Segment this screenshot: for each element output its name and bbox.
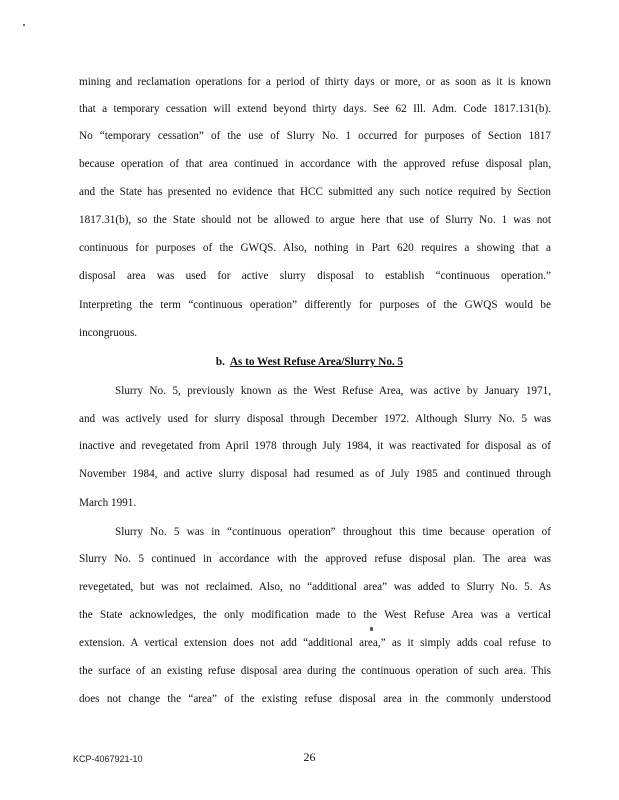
body-line: Slurry No. 5 was in “continuous operation” throughout this time because operation of [115,526,551,538]
body-line: extension. A vertical extension does not add “additional area,” as it simply adds coal refuse to [79,637,551,649]
body-line: Slurry No. 5 continued in accordance with the approved refuse disposal plan. The area was [79,553,551,565]
body-line: and was actively used for slurry disposal through December 1972. Although Slurry No. 5 was [79,413,551,425]
body-line: inactive and revegetated from April 1978 through July 1984, it was reactivated for disposal as of [79,440,551,452]
body-line: the State acknowledges, the only modification made to the West Refuse Area was a vertical [79,609,551,621]
scan-speck [370,627,373,631]
body-line: and the State has presented no evidence that HCC submitted any such notice required by Section [79,186,551,198]
heading-prefix: b. [215,356,225,368]
body-line: that a temporary cessation will extend beyond thirty days. See 62 Ill. Adm. Code 1817.131(b). [79,103,551,115]
body-line: does not change the “area” of the existing refuse disposal area in the commonly understood [79,693,551,705]
scan-speck [23,24,25,26]
body-line: March 1991. [79,497,137,509]
body-line: Interpreting the term “continuous operation” differently for purposes of the GWQS would be [79,299,551,311]
body-line: disposal area was used for active slurry disposal to establish “continuous operation.” [79,270,551,282]
document-id: KCP-4067921-10 [73,754,143,764]
body-line: incongruous. [79,327,138,339]
body-line: November 1984, and active slurry disposal had resumed as of July 1985 and continued through [79,468,551,480]
heading-title: As to West Refuse Area/Slurry No. 5 [229,356,404,368]
body-line: because operation of that area continued in accordance with the approved refuse disposal plan, [79,158,551,170]
body-line: revegetated, but was not reclaimed. Also, no “additional area” was added to Slurry No. 5. As [79,581,551,593]
body-line: the surface of an existing refuse disposal area during the continuous operation of such area. This [79,665,551,677]
body-line: Slurry No. 5, previously known as the West Refuse Area, was active by January 1971, [115,385,551,397]
section-heading [0,355,619,369]
body-line: 1817.31(b), so the State should not be allowed to argue here that use of Slurry No. 1 was not [79,214,551,226]
page-number: 26 [303,750,316,764]
body-line: No “temporary cessation” of the use of Slurry No. 1 occurred for purposes of Section 1817 [79,130,551,142]
body-line: mining and reclamation operations for a period of thirty days or more, or as soon as it is known [79,76,551,88]
body-line: continuous for purposes of the GWQS. Also, nothing in Part 620 requires a showing that a [79,242,551,254]
